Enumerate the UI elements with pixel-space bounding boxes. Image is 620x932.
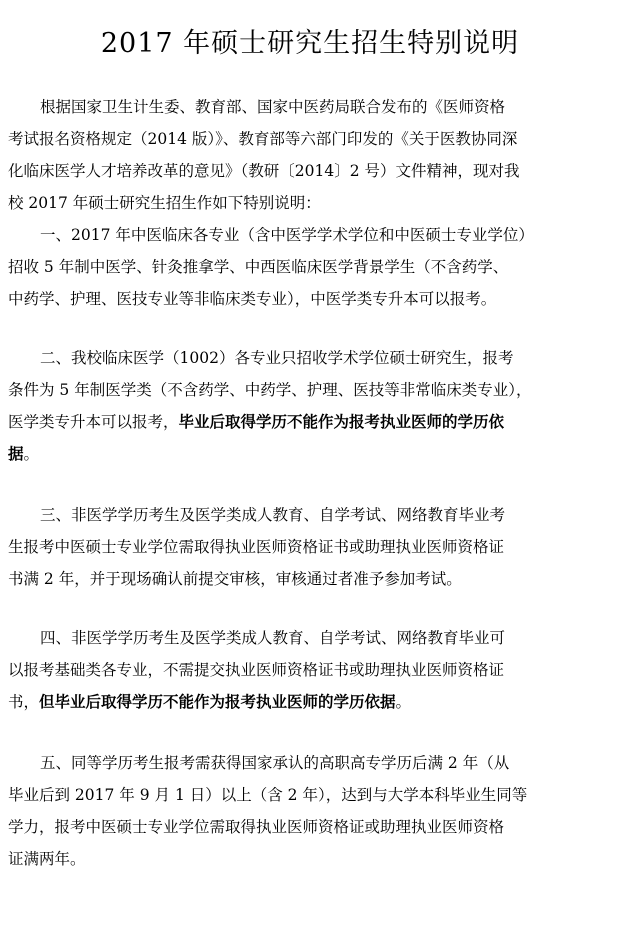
item-3-line: 三、非医学学历考生及医学类成人教育、自学考试、网络教育毕业考 <box>40 506 506 524</box>
item-2-line: 二、我校临床医学（1002）各专业只招收学术学位硕士研究生，报考 <box>40 349 514 367</box>
item-2-text: 医学类专升本可以报考， <box>8 413 179 431</box>
item-2-emphasis: 据 <box>8 444 24 463</box>
item-4-line: 以报考基础类各专业，不需提交执业医师资格证书或助理执业医师资格证 <box>8 661 505 679</box>
intro-line: 根据国家卫生计生委、教育部、国家中医药局联合发布的《医师资格 <box>40 98 506 116</box>
item-5-line: 五、同等学历考生报考需获得国家承认的高职高专学历后满 2 年（从 <box>40 754 510 772</box>
item-2-text: 。 <box>23 445 40 463</box>
intro-line: 化临床医学人才培养改革的意见》（教研〔2014〕2 号）文件精神，现对我 <box>8 162 520 180</box>
document-title: 2017 年硕士研究生招生特别说明 <box>100 28 520 60</box>
item-2-line <box>8 438 39 470</box>
intro-line: 校 2017 年硕士研究生招生作如下特别说明： <box>8 194 321 212</box>
item-4-line <box>8 686 411 718</box>
item-2-emphasis: 毕业后取得学历不能作为报考执业医师的学历依 <box>178 412 505 431</box>
item-4-text: 书， <box>8 693 40 711</box>
item-5-line: 学力，报考中医硕士专业学位需取得执业医师资格证或助理执业医师资格 <box>8 818 505 836</box>
item-3-line: 书满 2 年，并于现场确认前提交审核，审核通过者准予参加考试。 <box>8 570 462 588</box>
intro-line: 考试报名资格规定（2014 版）》、教育部等六部门印发的《关于医教协同深 <box>8 130 518 148</box>
item-4-text: 。 <box>395 693 412 711</box>
item-4-line: 四、非医学学历考生及医学类成人教育、自学考试、网络教育毕业可 <box>40 629 506 647</box>
item-5-line: 证满两年。 <box>8 850 86 868</box>
item-1-line: 招收 5 年制中医学、针灸推拿学、中西医临床医学背景学生（不含药学、 <box>8 258 509 276</box>
item-1-line: 中药学、护理、医技专业等非临床类专业），中医学类专升本可以报考。 <box>8 290 497 308</box>
item-2-line <box>8 406 504 438</box>
item-1-line: 一、2017 年中医临床各专业（含中医学学术学位和中医硕士专业学位） <box>40 226 534 244</box>
item-2-line: 条件为 5 年制医学类（不含药学、中药学、护理、医技等非常临床类专业）， <box>8 381 532 399</box>
item-5-line: 毕业后到 2017 年 9 月 1 日）以上（含 2 年），达到与大学本科毕业生同等 <box>8 786 528 804</box>
item-4-emphasis: 但毕业后取得学历不能作为报考执业医师的学历依据 <box>39 692 396 711</box>
item-3-line: 生报考中医硕士专业学位需取得执业医师资格证书或助理执业医师资格证 <box>8 538 505 556</box>
